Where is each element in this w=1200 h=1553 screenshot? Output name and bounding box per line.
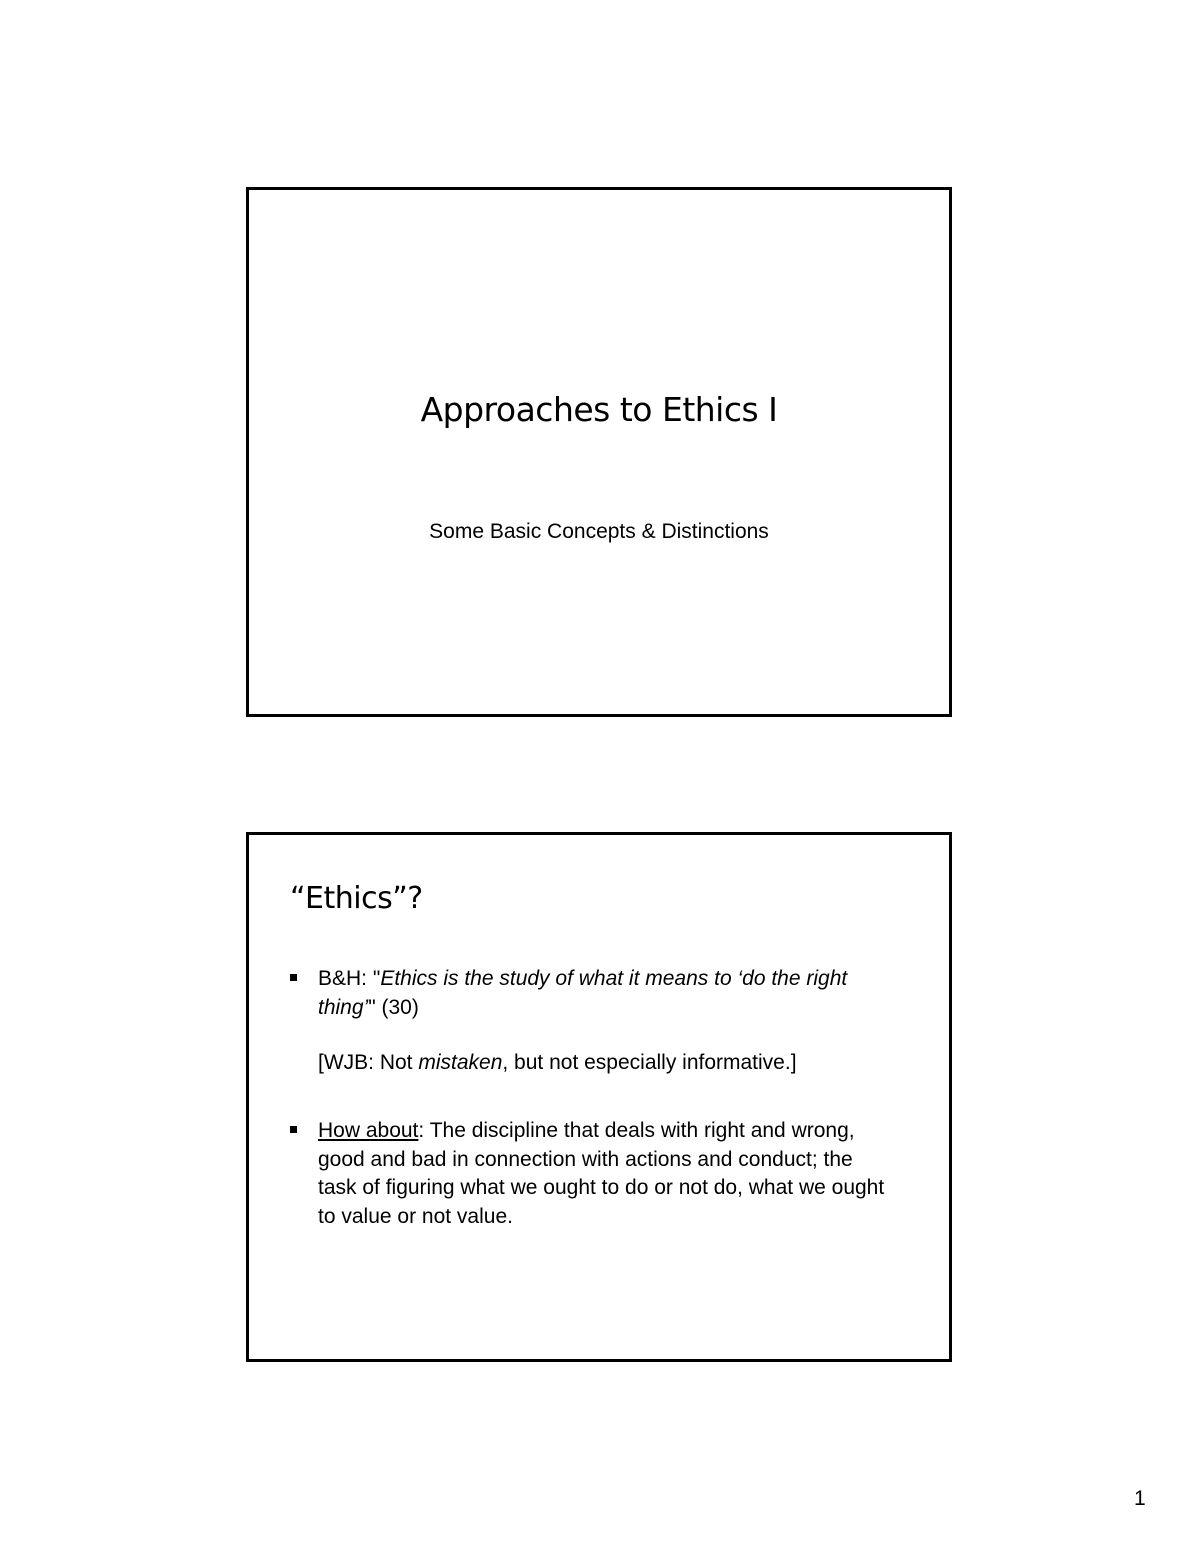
bullet-citation: " (30) [368,995,419,1019]
note-prefix: [WJB: Not [318,1051,419,1074]
bullet-quote: Ethics is the study of what it means to ‘do the right thing’ [318,967,848,1019]
bullet-label: How about [318,1119,419,1142]
slide-1 [246,187,952,717]
slide-2 [246,832,952,1362]
bullet-prefix: B&H: " [318,967,381,990]
bullet-text [318,1117,890,1231]
bullet-item [290,965,890,1022]
square-bullet-icon [290,1126,297,1133]
note-emphasis: mistaken [418,1051,503,1074]
square-bullet-icon [290,974,297,981]
note-suffix: , but not especially informative.] [502,1051,797,1074]
bullet-body: : The discipline that deals with right and wrong, good and bad in connection with actions and conduct; the task of figuring what we ought to do or not do, what we ought to value or not value. [318,1119,885,1228]
bullet-item [290,1117,890,1231]
slide-title: “Ethics”? [290,881,423,916]
slide-subtitle: Some Basic Concepts & Distinctions [429,520,769,543]
bullet-text [318,965,890,1022]
slide-title: Approaches to Ethics I [420,390,778,429]
page-number: 1 [1134,1487,1146,1510]
bullet-note [318,1049,797,1078]
